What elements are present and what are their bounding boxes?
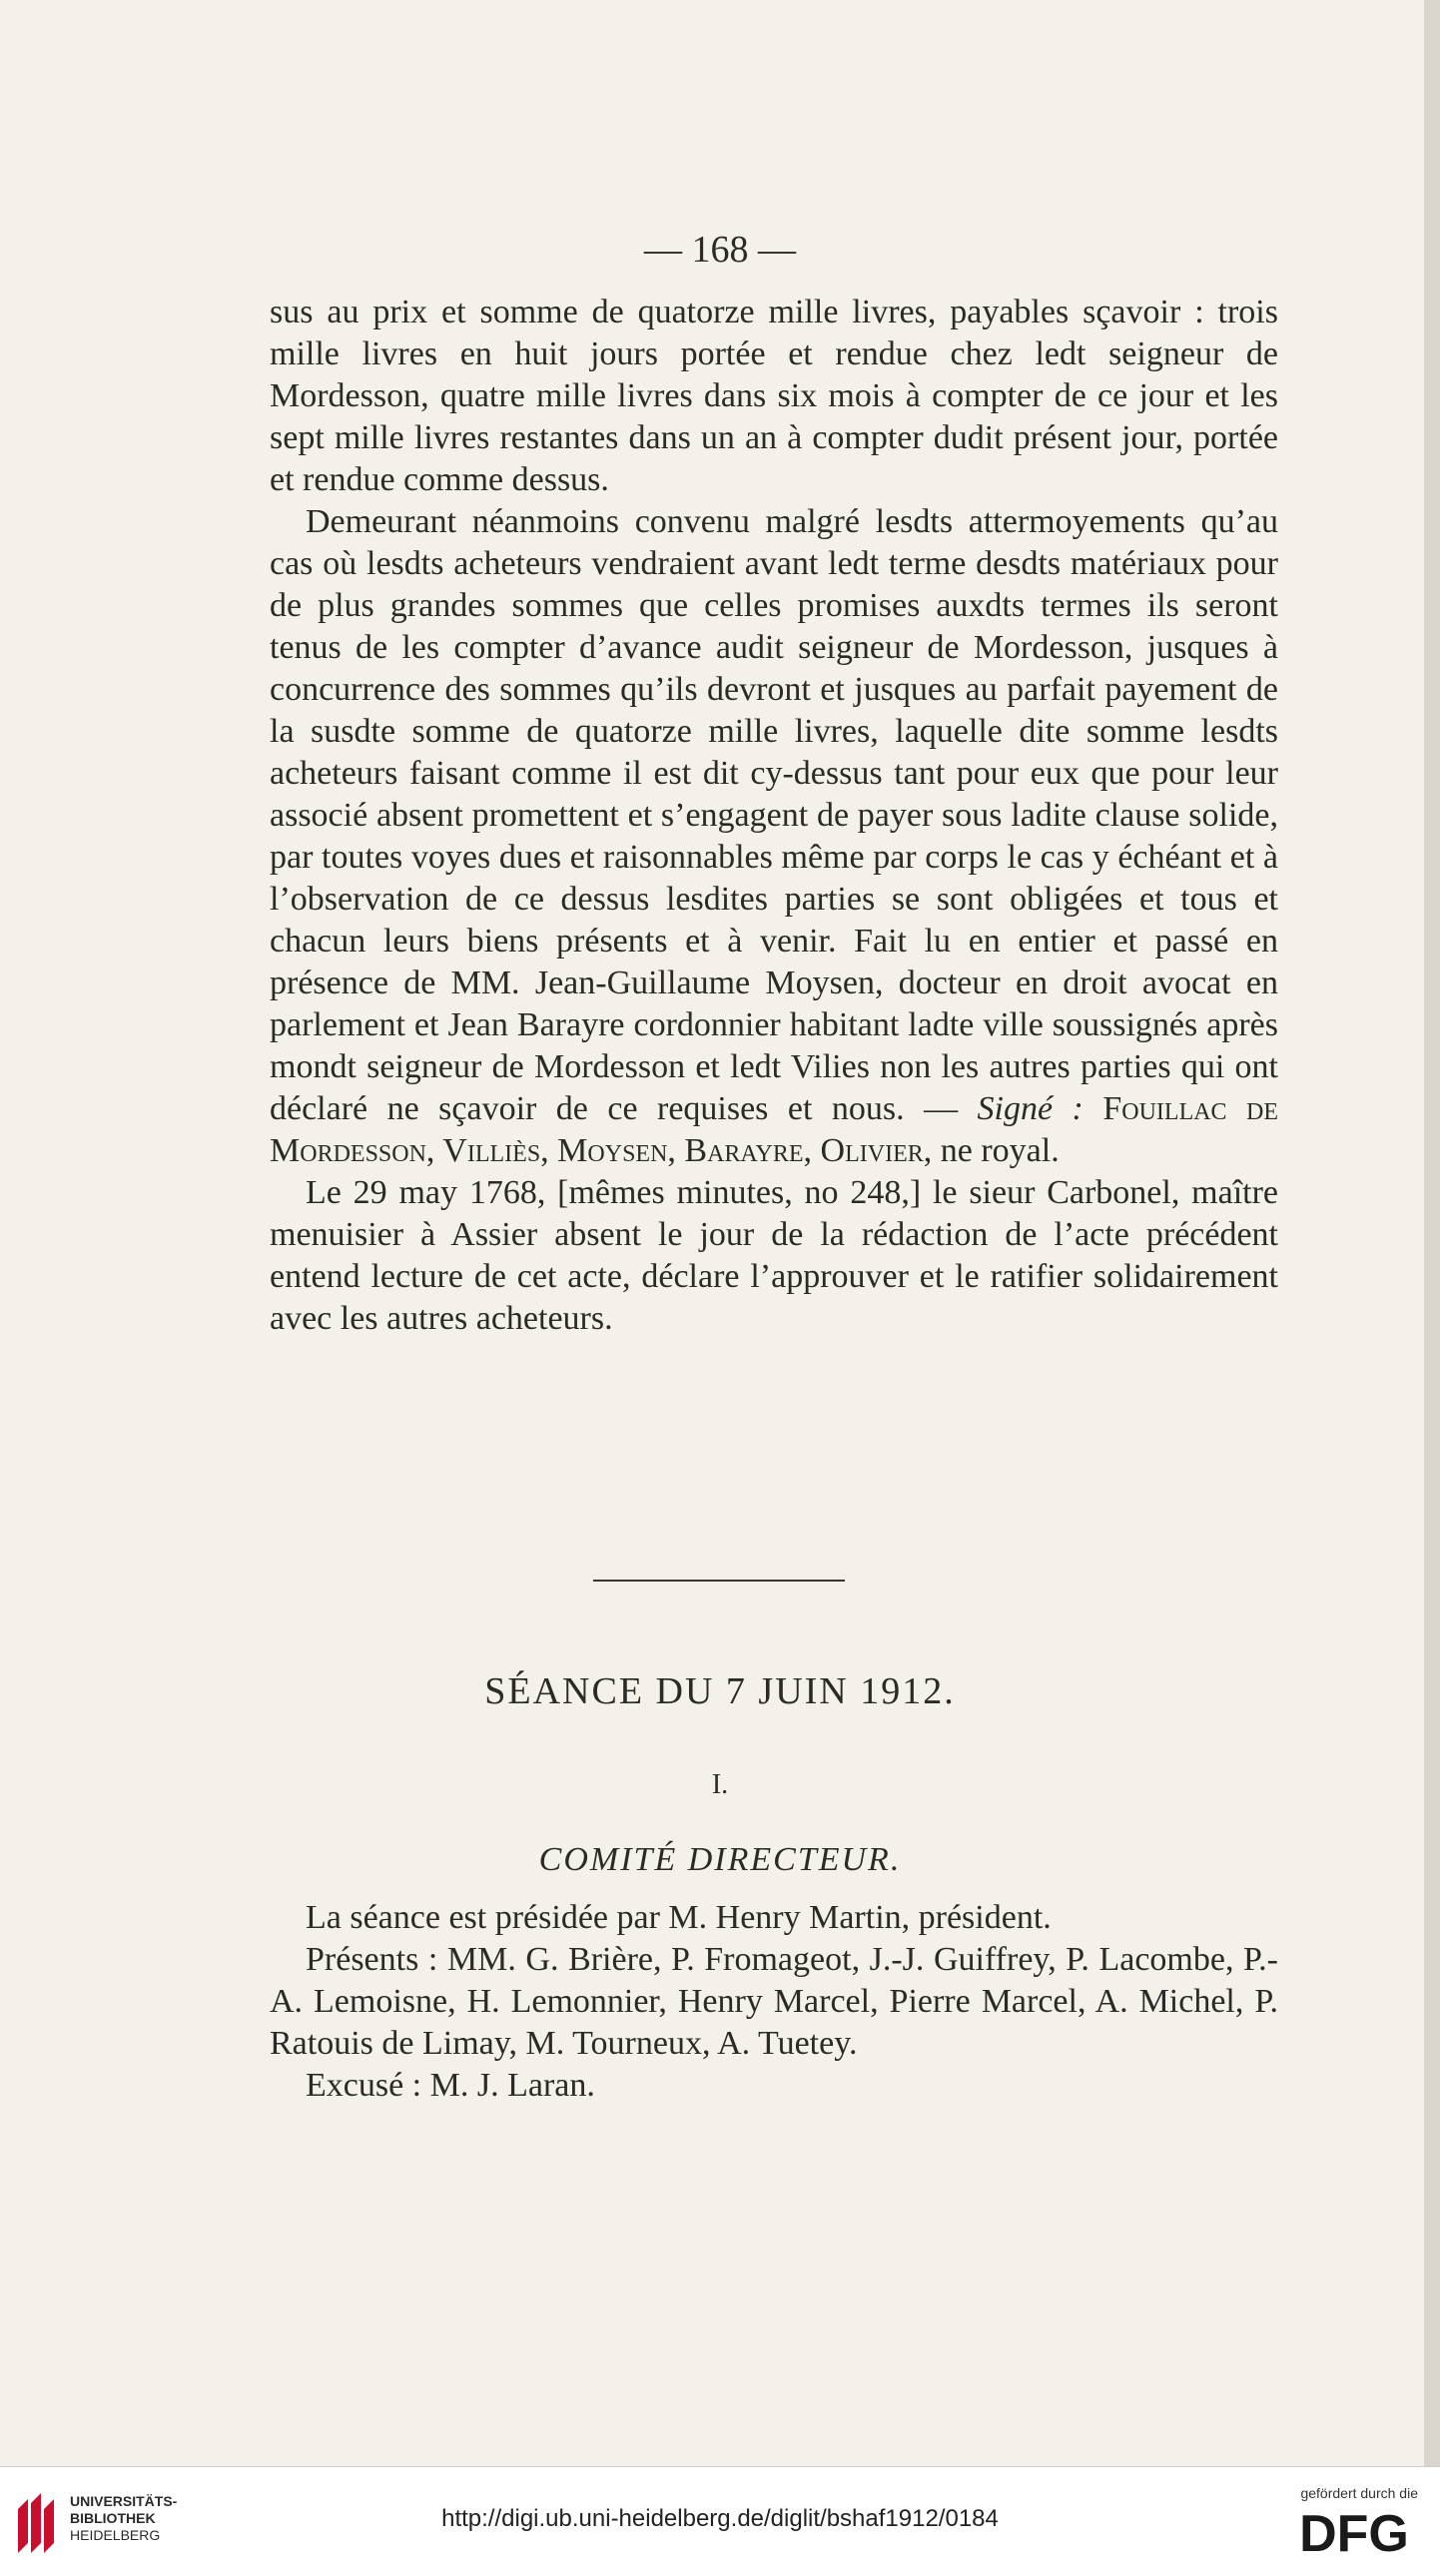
library-name-line-1: UNIVERSITÄTS-: [70, 2493, 178, 2509]
funded-by-label: gefördert durch die: [1300, 2485, 1418, 2501]
dfg-logo-icon: [1288, 2507, 1420, 2557]
committee-paragraph-1: La séance est présidée par M. Henry Martin, président.: [306, 1899, 1052, 1936]
document-body: [270, 292, 1278, 1340]
document-url-link[interactable]: http://digi.ub.uni-heidelberg.de/diglit/bshaf1912/0184: [441, 2505, 999, 2532]
committee-heading: COMITÉ DIRECTEUR.: [538, 1841, 902, 1878]
paragraph-2-end: ne royal.: [940, 1132, 1060, 1169]
page-number: — 168 —: [644, 229, 796, 271]
section-divider: [593, 1580, 845, 1582]
committee-body: [270, 1897, 1278, 2107]
paragraph-3: Le 29 may 1768, [mêmes minutes, no 248,] le sieur Carbonel, maître menuisier à Assier absent le jour de la rédaction de l’acte précédent entend lecture de cet acte, déclare l’approuver et le ratifier solidairement avec les autres acheteurs.: [270, 1174, 1278, 1337]
dfg-logo-text: DFG: [1299, 2507, 1409, 2557]
paragraph-2: [270, 501, 1278, 1172]
page-edge: [1424, 0, 1440, 2466]
committee-paragraph-3: Excusé : M. J. Laran.: [306, 2067, 595, 2104]
section-title: SÉANCE DU 7 JUIN 1912.: [484, 1670, 956, 1712]
paragraph-1: sus au prix et somme de quatorze mille livres, payables sçavoir : trois mille livres en huit jours portée et rendue chez ledt seigneur de Mordesson, quatre mille livres dans six mois à compter de ce jour et les sept mille livres restantes dans un an à compter dudit présent jour, portée et rendue comme dessus.: [270, 294, 1278, 498]
section-number: I.: [711, 1769, 729, 1800]
library-name-line-3: HEIDELBERG: [70, 2527, 161, 2543]
paragraph-2-text: Demeurant néanmoins convenu malgré lesdts attermoyements qu’au cas où lesdts acheteurs vendraient avant ledt terme desdts matériaux pour de plus grandes sommes que celles promises auxdts termes ils seront tenus de les compter d’avance audit seigneur de Mordesson, jusques à concurrence des sommes qu’ils devront et jusques au parfait payement de la susdte somme de quatorze mille livres, laquelle dite somme lesdts acheteurs faisant comme il est dit cy-dessus tant pour eux que pour leur associé absent promettent et s’engagent de payer sous ladite clause solide, par toutes voyes dues et raisonnables même par corps le cas y échéant et à l’observation de ce dessus lesdites parties se sont obligées et tous et chacun leurs biens présents et à venir. Fait lu en entier et passé en présence de MM. Jean-Guillaume Moysen, docteur en droit avocat en parlement et Jean Barayre cordonnier habitant ladte ville soussignés après mondt seigneur de Mordesson et ledt Vilies non les autres parties qui ont déclaré ne sçavoir de ce requises et nous. —: [270, 503, 1278, 1127]
signatures: Fouillac de Mordesson, Villiès, Moysen, Barayre, Olivier,: [270, 1090, 1279, 1169]
committee-paragraph-2: Présents : MM. G. Brière, P. Fromageot, J.-J. Guiffrey, P. Lacombe, P.-A. Lemoisne, H. Lemonnier, Henry Marcel, Pierre Marcel, A. Michel, P. Ratouis de Limay, M. Tourneux, A. Tuetey.: [270, 1941, 1278, 2062]
signed-label: Signé :: [977, 1090, 1083, 1127]
footer-bar: [0, 2466, 1440, 2576]
library-name-line-2: BIBLIOTHEK: [70, 2510, 156, 2526]
